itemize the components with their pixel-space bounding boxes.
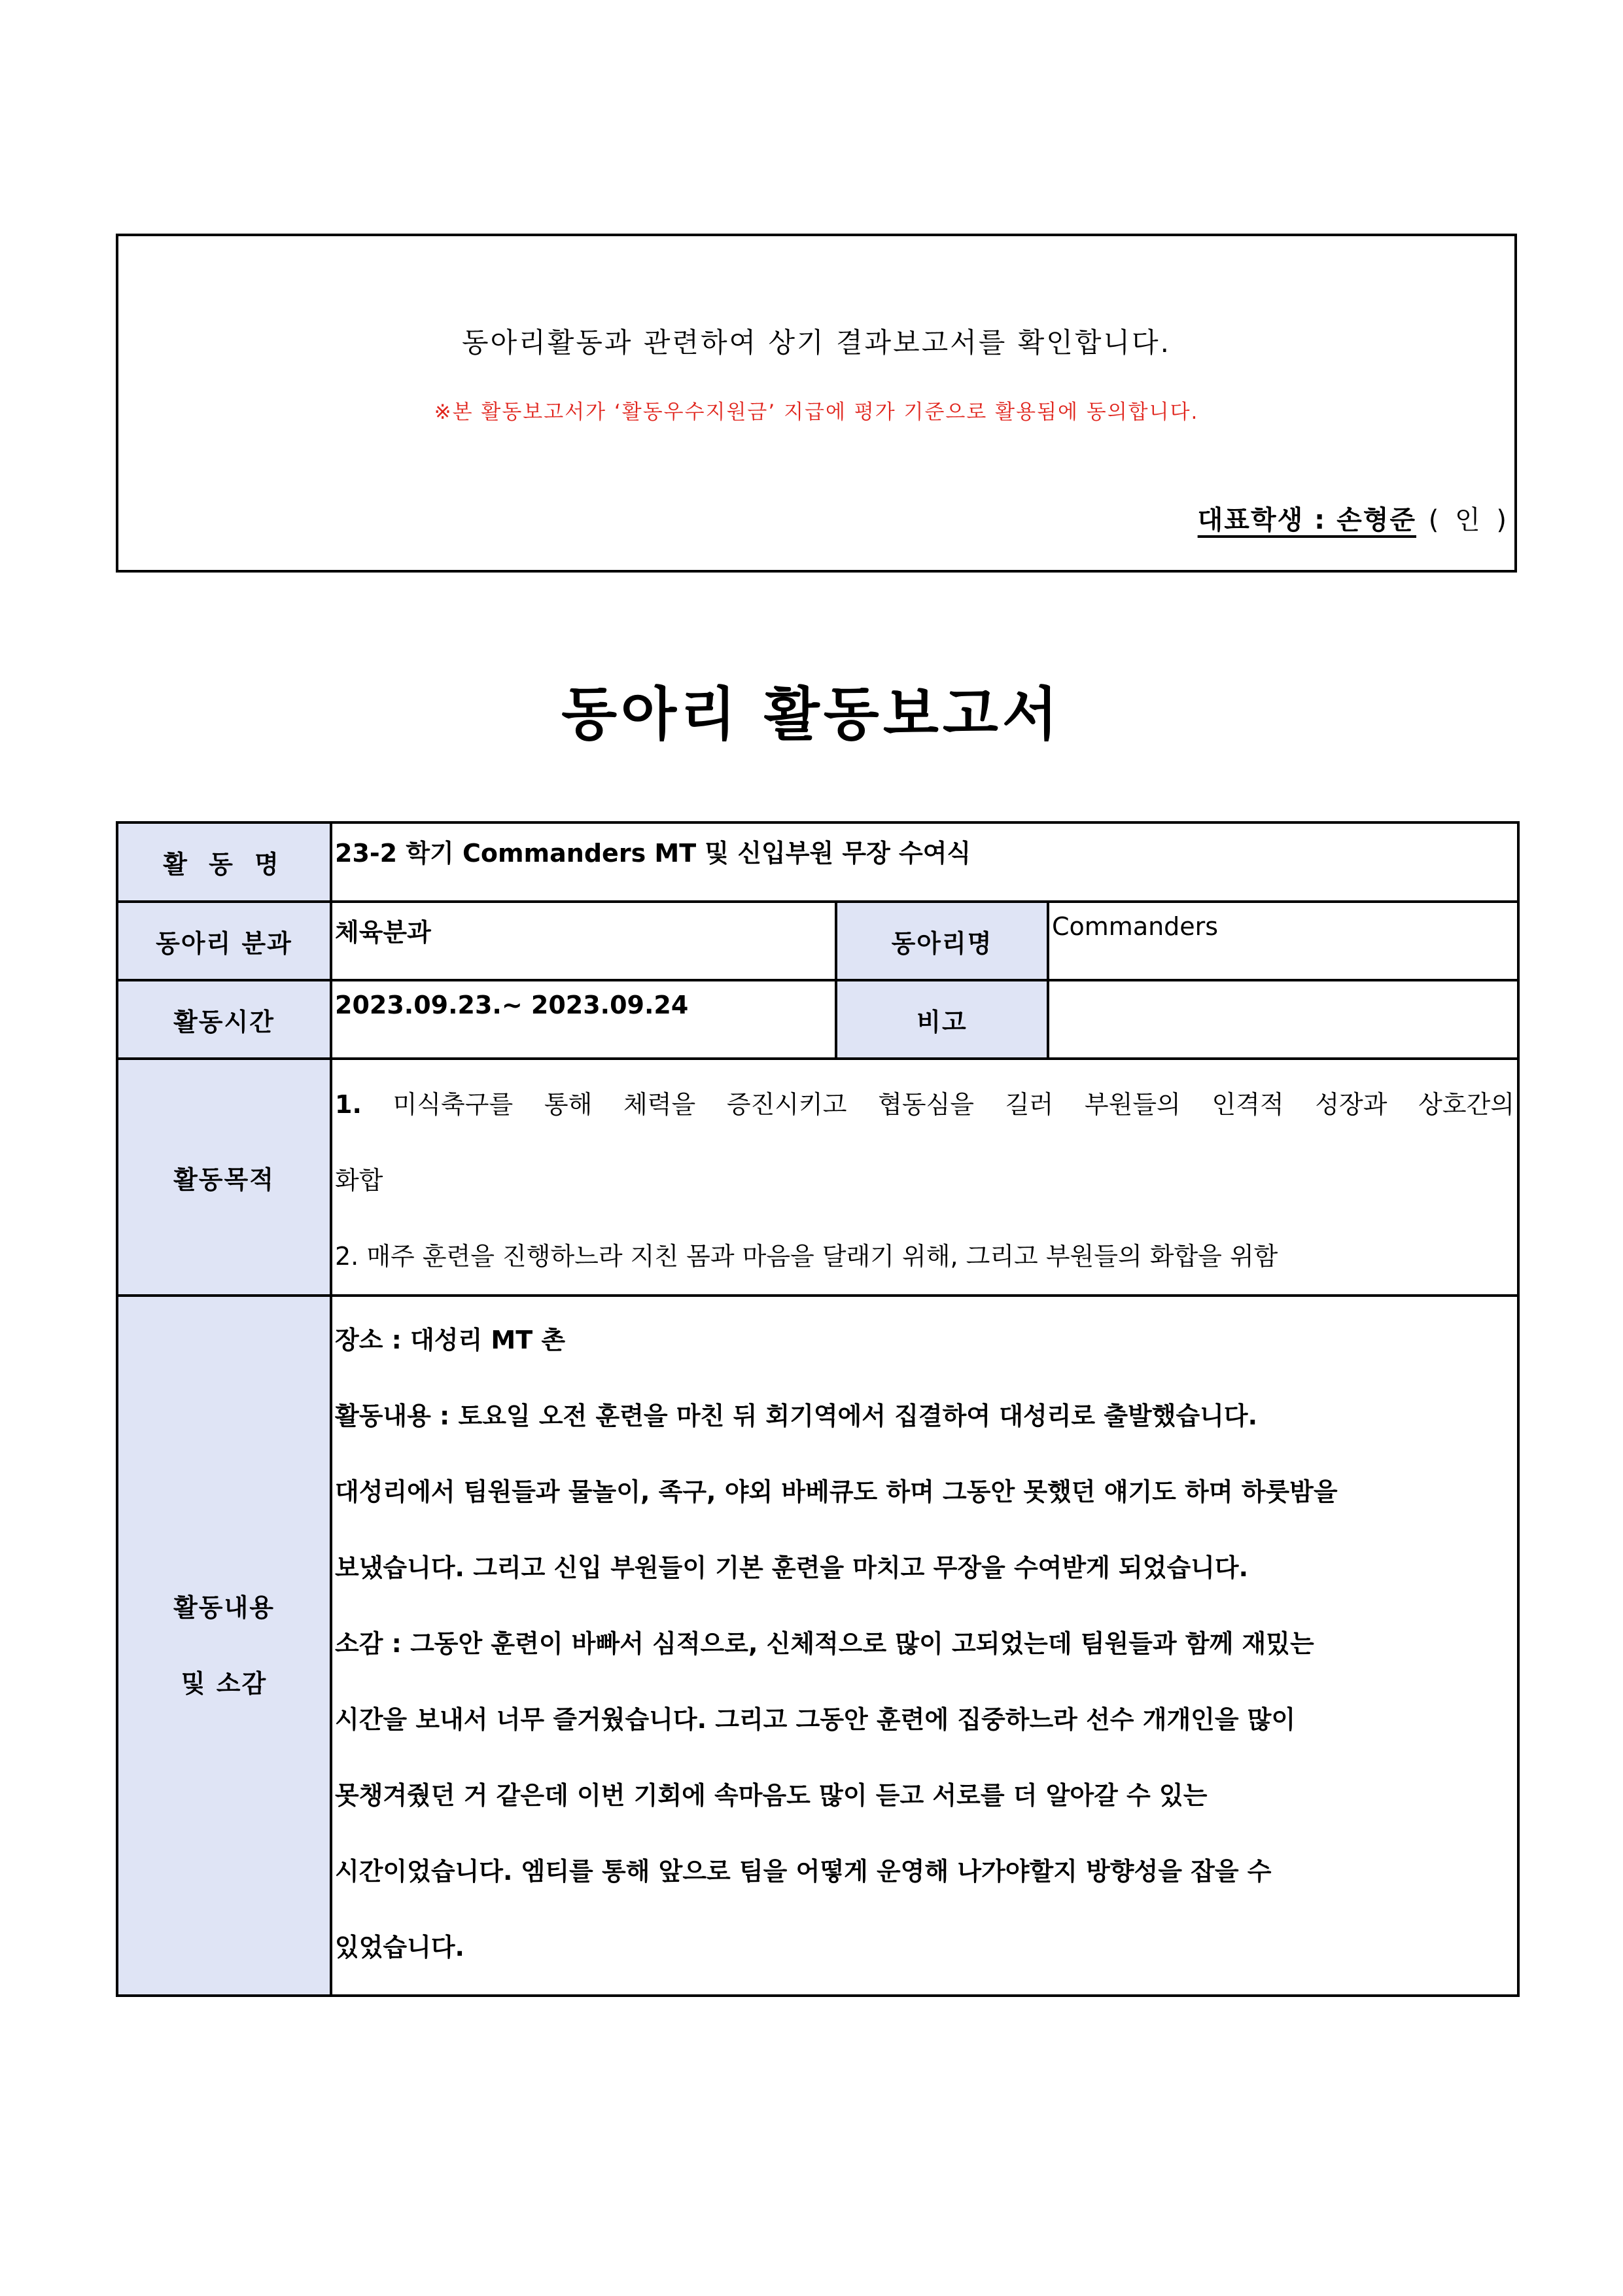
purpose-item-2: 2. 매주 훈련을 진행하느라 지친 몸과 마음을 달래기 위해, 그리고 부원들의 화합을 위함 [335, 1242, 1278, 1271]
content-line: 대성리에서 팀원들과 물놀이, 족구, 야외 바베큐도 하며 그동안 못했던 얘기도 하며 하룻밤을 [335, 1477, 1338, 1506]
content-line: 보냈습니다. 그리고 신입 부원들이 기본 훈련을 마치고 무장을 수여받게 되었습니다. [335, 1553, 1249, 1582]
club-name-label: 동아리명 [836, 902, 1048, 980]
content-line: 활동내용 : 토요일 오전 훈련을 마친 뒤 회기역에서 집결하여 대성리로 출발했습니다. [335, 1402, 1258, 1430]
purpose-item-1-continuation: 화합 [335, 1166, 383, 1195]
confirmation-statement: 동아리활동과 관련하여 상기 결과보고서를 확인합니다. [462, 327, 1171, 359]
time-label: 활동시간 [117, 980, 331, 1059]
division-label: 동아리 분과 [117, 902, 331, 980]
row-activity-name [117, 822, 1518, 902]
seal-mark: ( 인 ) [1416, 505, 1510, 535]
purpose-item-1-text: 미식축구를 통해 체력을 증진시키고 협동심을 길러 부원들의 인격적 성장과 상호간의 [361, 1090, 1515, 1119]
purpose-label: 활동목적 [117, 1059, 331, 1296]
content-line: 못챙겨줬던 거 같은데 이번 기회에 속마음도 많이 듣고 서로를 더 알아갈 수 있는 [335, 1781, 1208, 1810]
representative-name: 대표학생 : 손형준 [1197, 505, 1416, 535]
club-name-value: Commanders [1048, 902, 1518, 980]
purpose-item-1-number: 1. [335, 1090, 362, 1119]
confirmation-box [116, 234, 1517, 573]
purpose-value [331, 1059, 1518, 1296]
row-time [117, 980, 1518, 1059]
row-content [117, 1296, 1518, 1996]
remarks-label: 비고 [836, 980, 1048, 1059]
row-division [117, 902, 1518, 980]
row-purpose [117, 1059, 1518, 1296]
purpose-item-1 [335, 1067, 1514, 1142]
content-line: 소감 : 그동안 훈련이 바빠서 심적으로, 신체적으로 많이 고되었는데 팀원들과 함께 재밌는 [335, 1629, 1314, 1658]
representative-signature [1198, 499, 1510, 537]
content-label [117, 1296, 331, 1996]
content-line: 있었습니다. [335, 1933, 464, 1962]
content-line: 장소 : 대성리 MT 촌 [335, 1326, 566, 1354]
content-line: 시간이었습니다. 엠티를 통해 앞으로 팀을 어떻게 운영해 나가야할지 방향성을 잡을 수 [335, 1857, 1272, 1886]
remarks-value [1048, 980, 1518, 1059]
content-value [331, 1296, 1518, 1996]
activity-name-label: 활 동 명 [117, 822, 331, 902]
content-label-line2: 및 소감 [181, 1669, 268, 1698]
content-label-line1: 활동내용 [173, 1593, 275, 1622]
activity-name-value: 23-2 학기 Commanders MT 및 신입부원 무장 수여식 [331, 822, 1518, 902]
consent-notice: ※본 활동보고서가 ‘활동우수지원금’ 지급에 평가 기준으로 활용됨에 동의합니다. [434, 400, 1199, 424]
division-value: 체육분과 [331, 902, 836, 980]
time-value: 2023.09.23.~ 2023.09.24 [331, 980, 836, 1059]
report-table [116, 821, 1520, 1997]
content-line: 시간을 보내서 너무 즐거웠습니다. 그리고 그동안 훈련에 집중하느라 선수 개개인을 많이 [335, 1705, 1296, 1734]
document-title: 동아리 활동보고서 [561, 680, 1062, 748]
